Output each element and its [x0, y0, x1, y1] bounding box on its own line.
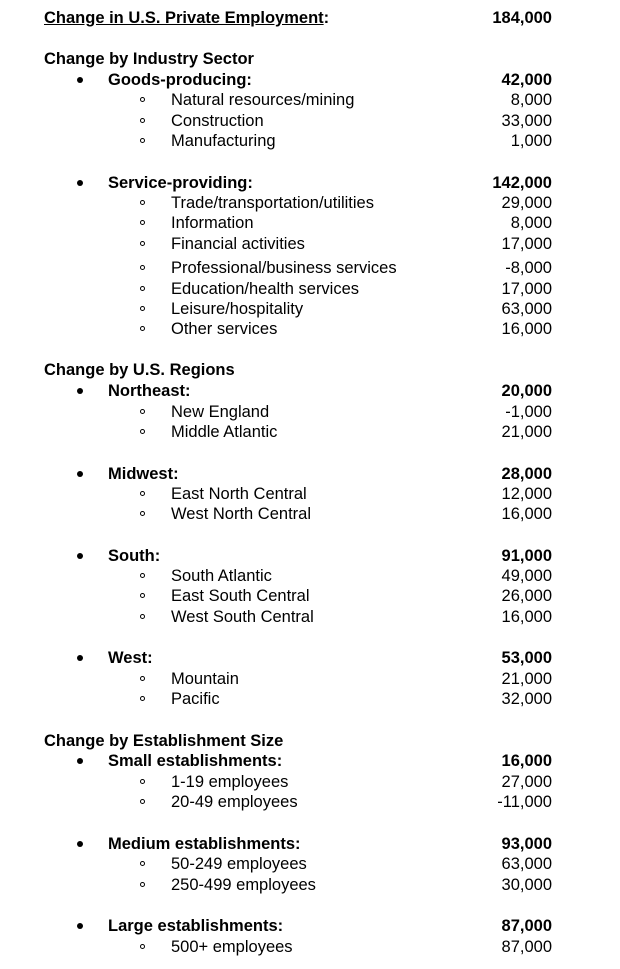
circle-bullet-icon [140, 696, 145, 701]
circle-bullet-icon [140, 97, 145, 102]
circle-bullet-icon [140, 944, 145, 949]
group-row-west: West: 53,000 [0, 648, 620, 668]
circle-bullet-icon [140, 882, 145, 887]
total-row [0, 8, 620, 28]
section-title-establishment-size: Change by Establishment Size [44, 732, 284, 750]
circle-bullet-icon [140, 138, 145, 143]
list-item: 1-19 employees 27,000 [0, 772, 620, 792]
list-item: West North Central 16,000 [0, 504, 620, 524]
list-item: 20-49 employees -11,000 [0, 792, 620, 812]
group-row-south: South: 91,000 [0, 546, 620, 566]
section-title-regions: Change by U.S. Regions [44, 361, 235, 379]
group-row-service-providing: Service-providing: 142,000 [0, 173, 620, 193]
list-item: 50-249 employees 63,000 [0, 854, 620, 874]
section-title-industry: Change by Industry Sector [44, 50, 254, 68]
total-value: 184,000 [492, 9, 552, 27]
circle-bullet-icon [140, 326, 145, 331]
list-item: East South Central 26,000 [0, 586, 620, 606]
circle-bullet-icon [140, 861, 145, 866]
circle-bullet-icon [140, 265, 145, 270]
bullet-icon [77, 388, 83, 394]
list-item: 250-499 employees 30,000 [0, 875, 620, 895]
total-label: Change in U.S. Private Employment: [44, 9, 330, 27]
bullet-icon [77, 923, 83, 929]
circle-bullet-icon [140, 779, 145, 784]
circle-bullet-icon [140, 200, 145, 205]
list-item: Education/health services 17,000 [0, 279, 620, 299]
list-item: West South Central 16,000 [0, 607, 620, 627]
circle-bullet-icon [140, 511, 145, 516]
group-row-large: Large establishments: 87,000 [0, 916, 620, 936]
circle-bullet-icon [140, 799, 145, 804]
circle-bullet-icon [140, 614, 145, 619]
list-item: Information 8,000 [0, 213, 620, 233]
bullet-icon [77, 841, 83, 847]
list-item: Pacific 32,000 [0, 689, 620, 709]
list-item: Financial activities 17,000 [0, 234, 620, 254]
list-item: New England -1,000 [0, 402, 620, 422]
bullet-icon [77, 655, 83, 661]
list-item: Professional/business services -8,000 [0, 258, 620, 278]
bullet-icon [77, 553, 83, 559]
bullet-icon [77, 180, 83, 186]
group-row-midwest: Midwest: 28,000 [0, 464, 620, 484]
list-item: East North Central 12,000 [0, 484, 620, 504]
list-item: Middle Atlantic 21,000 [0, 422, 620, 442]
circle-bullet-icon [140, 118, 145, 123]
bullet-icon [77, 758, 83, 764]
list-item: Other services 16,000 [0, 319, 620, 339]
bullet-icon [77, 471, 83, 477]
circle-bullet-icon [140, 429, 145, 434]
group-row-small: Small establishments: 16,000 [0, 751, 620, 771]
list-item: Natural resources/mining 8,000 [0, 90, 620, 110]
circle-bullet-icon [140, 220, 145, 225]
circle-bullet-icon [140, 491, 145, 496]
list-item: South Atlantic 49,000 [0, 566, 620, 586]
list-item: Leisure/hospitality 63,000 [0, 299, 620, 319]
list-item: Mountain 21,000 [0, 669, 620, 689]
group-row-northeast: Northeast: 20,000 [0, 381, 620, 401]
list-item: Manufacturing 1,000 [0, 131, 620, 151]
list-item: 500+ employees 87,000 [0, 937, 620, 957]
group-row-medium: Medium establishments: 93,000 [0, 834, 620, 854]
circle-bullet-icon [140, 409, 145, 414]
circle-bullet-icon [140, 286, 145, 291]
bullet-icon [77, 77, 83, 83]
list-item: Construction 33,000 [0, 111, 620, 131]
circle-bullet-icon [140, 676, 145, 681]
circle-bullet-icon [140, 593, 145, 598]
list-item: Trade/transportation/utilities 29,000 [0, 193, 620, 213]
circle-bullet-icon [140, 306, 145, 311]
circle-bullet-icon [140, 241, 145, 246]
group-row-goods-producing: Goods-producing: 42,000 [0, 70, 620, 90]
circle-bullet-icon [140, 573, 145, 578]
